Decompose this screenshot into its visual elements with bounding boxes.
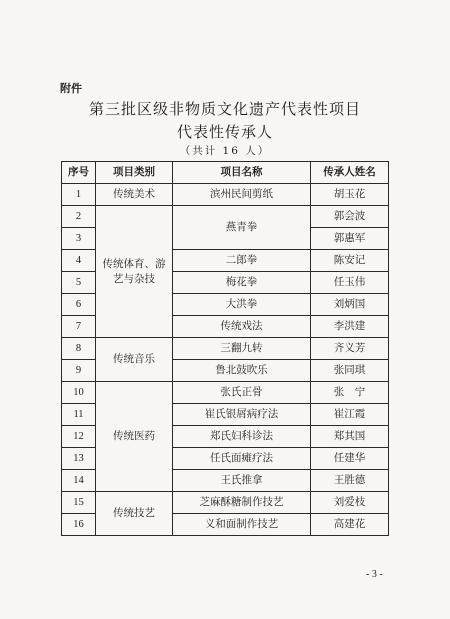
total-count-note: （共计 16 人） xyxy=(179,145,271,157)
table-row xyxy=(62,492,389,514)
project-name: 任氏面瘫疗法 xyxy=(173,448,311,470)
inheritor-name: 李洪建 xyxy=(311,316,389,338)
inheritor-name: 郭惠军 xyxy=(311,228,389,250)
row-seq: 4 xyxy=(62,250,96,272)
project-name: 滨州民间剪纸 xyxy=(173,184,311,206)
header-category: 项目类别 xyxy=(96,162,173,184)
project-name: 二郎拳 xyxy=(173,250,311,272)
inheritor-name: 崔江霞 xyxy=(311,404,389,426)
row-seq: 5 xyxy=(62,272,96,294)
header-seq: 序号 xyxy=(62,162,96,184)
row-seq: 15 xyxy=(62,492,96,514)
row-seq: 12 xyxy=(62,426,96,448)
row-seq: 2 xyxy=(62,206,96,228)
row-seq: 3 xyxy=(62,228,96,250)
project-name: 传统戏法 xyxy=(173,316,311,338)
row-seq: 6 xyxy=(62,294,96,316)
table-row xyxy=(62,206,389,228)
inheritor-name: 郑其国 xyxy=(311,426,389,448)
inheritor-name: 任建华 xyxy=(311,448,389,470)
category-cell: 传统音乐 xyxy=(96,338,173,382)
inheritor-name: 胡玉花 xyxy=(311,184,389,206)
row-seq: 8 xyxy=(62,338,96,360)
row-seq: 9 xyxy=(62,360,96,382)
project-name: 梅花拳 xyxy=(173,272,311,294)
project-name: 义和面制作技艺 xyxy=(173,514,311,536)
inheritor-table xyxy=(61,161,389,536)
project-name: 王氏推拿 xyxy=(173,470,311,492)
inheritor-name: 陈安记 xyxy=(311,250,389,272)
inheritor-name: 刘爱枝 xyxy=(311,492,389,514)
category-cell: 传统体育、游艺与杂技 xyxy=(96,206,173,338)
project-name: 三翻九转 xyxy=(173,338,311,360)
category-cell: 传统美术 xyxy=(96,184,173,206)
row-seq: 13 xyxy=(62,448,96,470)
inheritor-name: 齐义芳 xyxy=(311,338,389,360)
inheritor-name: 王胜德 xyxy=(311,470,389,492)
project-name: 燕青拳 xyxy=(173,206,311,250)
table-row xyxy=(62,184,389,206)
inheritor-name: 郭会波 xyxy=(311,206,389,228)
table-row xyxy=(62,382,389,404)
project-name: 鲁北鼓吹乐 xyxy=(173,360,311,382)
row-seq: 1 xyxy=(62,184,96,206)
project-name: 郑氏妇科诊法 xyxy=(173,426,311,448)
inheritor-name: 刘炳国 xyxy=(311,294,389,316)
project-name: 大洪拳 xyxy=(173,294,311,316)
row-seq: 14 xyxy=(62,470,96,492)
project-name: 芝麻酥糖制作技艺 xyxy=(173,492,311,514)
row-seq: 7 xyxy=(62,316,96,338)
inheritor-name: 高建花 xyxy=(311,514,389,536)
page-title: 第三批区级非物质文化遗产代表性项目 xyxy=(88,100,361,118)
page-number: - 3 - xyxy=(366,569,383,580)
category-cell: 传统医药 xyxy=(96,382,173,492)
row-seq: 11 xyxy=(62,404,96,426)
header-project: 项目名称 xyxy=(173,162,311,184)
category-cell: 传统技艺 xyxy=(96,492,173,536)
attachment-label: 附件 xyxy=(60,82,82,95)
inheritor-name: 张 宁 xyxy=(311,382,389,404)
table-header-row xyxy=(62,162,389,184)
project-name: 张氏正骨 xyxy=(173,382,311,404)
page-subtitle: 代表性传承人 xyxy=(176,123,273,141)
header-inheritor: 传承人姓名 xyxy=(311,162,389,184)
project-name: 崔氏银屑病疗法 xyxy=(173,404,311,426)
table-row xyxy=(62,338,389,360)
row-seq: 10 xyxy=(62,382,96,404)
inheritor-name: 任玉伟 xyxy=(311,272,389,294)
inheritor-name: 张同琪 xyxy=(311,360,389,382)
row-seq: 16 xyxy=(62,514,96,536)
